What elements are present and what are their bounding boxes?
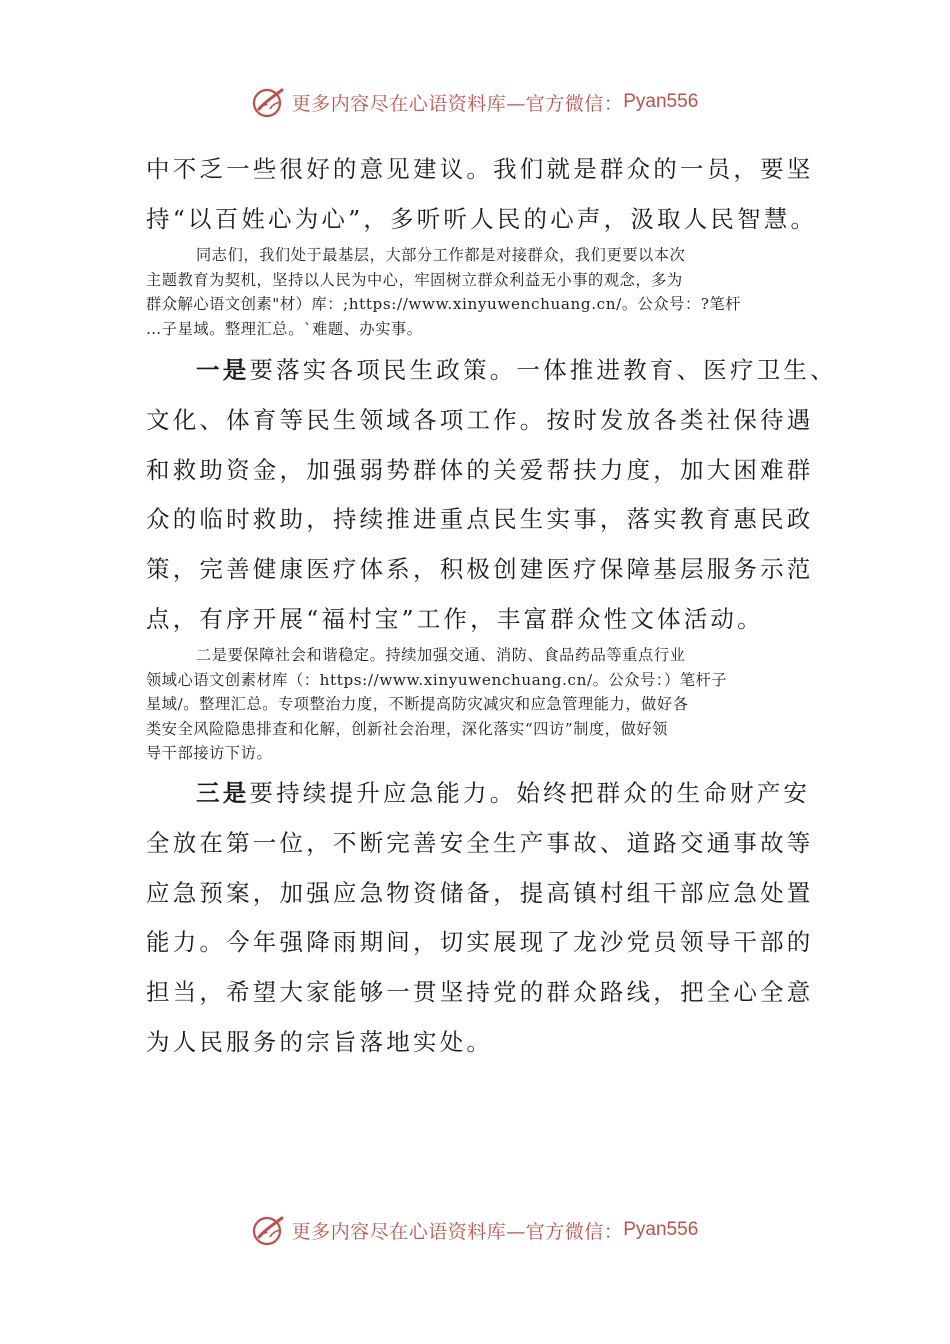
paragraph-first-line-rest: 要落实各项民生政策。一体推进教育、医疗卫生、 (249, 356, 837, 384)
banner-wechat-id: Pyan556 (623, 1219, 699, 1240)
paragraph-line: 和救助资金，加强弱势群体的关爱帮扶力度，加大困难群 (146, 455, 814, 484)
paragraph-2 (146, 346, 837, 645)
footer-banner (0, 1210, 950, 1250)
paragraph-line: 担当，希望大家能够一贯坚持党的群众路线，把全心全意 (146, 978, 814, 1007)
paragraph-line: 点，有序开展“福村宝”工作，丰富群众性文体活动。 (146, 604, 764, 633)
banner-wechat-id: Pyan556 (623, 91, 699, 112)
note-line: 群众解心语文创素"材）库：;https://www.xinyuwenchuang.cn/。公众号：?笔杆 (146, 295, 742, 314)
note-line: …子星域。整理汇总。`难题、办实事。 (146, 319, 423, 338)
note-paragraph-1 (146, 243, 810, 341)
paragraph-first-line (146, 346, 837, 396)
paragraph-line: 为人民服务的宗旨落地实处。 (146, 1027, 494, 1056)
note-line: 主题教育为契机，坚持以人民为中心，牢固树立群众利益无小事的观念，多为 (146, 270, 683, 289)
paragraph-lead: 三是 (196, 779, 250, 807)
paragraph-line: 持“以百姓心为心”，多听听人民的心声，汲取人民智慧。 (146, 204, 818, 233)
note-line: 星域/。整理汇总。专项整治力度，不断提高防灾减灾和应急管理能力，做好各 (146, 695, 689, 714)
paragraph-line: 应急预案，加强应急物资储备，提高镇村组干部应急处置 (146, 878, 814, 907)
paragraph-line: 文化、体育等民生领域各项工作。按时发放各类社保待遇 (146, 405, 814, 434)
paragraph-first-line (146, 769, 814, 819)
paragraph-line: 众的临时救助，持续推进重点民生实事，落实教育惠民政 (146, 505, 814, 534)
banner-text: 更多内容尽在心语资料库—官方微信： (291, 92, 624, 115)
paragraph-first-line-rest: 要持续提升应急能力。始终把群众的生命财产安 (249, 779, 811, 807)
note-paragraph-2 (146, 643, 810, 766)
note-line: 领域心语文创素材库（：https://www.xinyuwenchuang.cn/。公众号：）笔杆子 (146, 670, 728, 689)
header-banner (0, 82, 950, 122)
note-line: 类安全风险隐患排查和化解，创新社会治理，深化落实“四访”制度，做好领 (146, 719, 668, 738)
paragraph-line: 能力。今年强降雨期间，切实展现了龙沙党员领导干部的 (146, 928, 814, 957)
pen-logo-icon (252, 1213, 286, 1247)
pen-logo-icon (252, 85, 286, 119)
paragraph-1 (146, 145, 817, 245)
note-line: 二是要保障社会和谐稳定。持续加强交通、消防、食品药品等重点行业 (196, 646, 686, 664)
paragraph-line: 中不乏一些很好的意见建议。我们就是群众的一员，要坚 (146, 155, 814, 183)
paragraph-3 (146, 769, 814, 1068)
paragraph-line: 策，完善健康医疗体系，积极创建医疗保障基层服务示范 (146, 555, 814, 584)
note-line: 同志们，我们处于最基层，大部分工作都是对接群众，我们更要以本次 (196, 246, 686, 264)
paragraph-line: 全放在第一位，不断完善安全生产事故、道路交通事故等 (146, 828, 814, 857)
banner-text: 更多内容尽在心语资料库—官方微信： (291, 1220, 624, 1243)
note-line: 导干部接访下访。 (146, 744, 273, 763)
paragraph-lead: 一是 (196, 356, 250, 384)
